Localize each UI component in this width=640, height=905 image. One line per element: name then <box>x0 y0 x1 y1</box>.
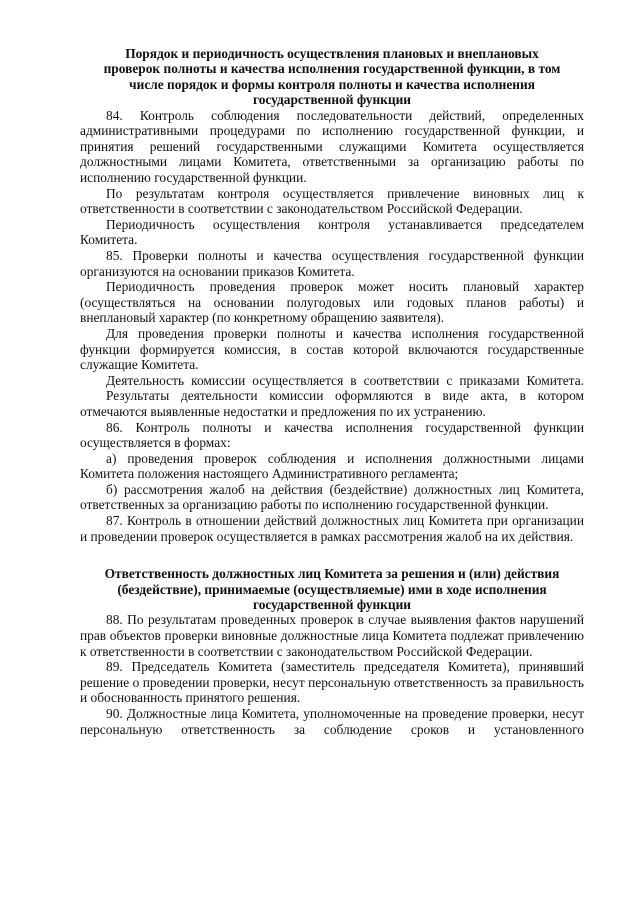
paragraph-86: 86. Контроль полноты и качества исполнения государственной функции осуществляется в формах: <box>80 419 584 451</box>
paragraph-commission: Для проведения проверки полноты и качества исполнения государственной функции формируется комиссия, в состав которой включаются государственные служащие Комитета. <box>80 325 584 373</box>
heading-line: Ответственность должностных лиц Комитета за решения и (или) действия <box>104 566 560 582</box>
paragraph-84: 84. Контроль соблюдения последовательности действий, определенных административными процедурами по исполнению государственной функции, и принятия решений государственными служащими Комитета осуществляется должностными лицами Комитета, ответственными за организацию работы по исполнению государственной функции. <box>80 107 584 185</box>
paragraph-90: 90. Должностные лица Комитета, уполномоченные на проведение проверки, несут персональную ответственность за соблюдение сроков и установленного <box>80 706 584 737</box>
section-heading-responsibility <box>86 566 578 612</box>
section-body-inspections <box>80 108 584 545</box>
section-body-responsibility <box>80 612 584 737</box>
paragraph-inspection-periodicity: Периодичность проведения проверок может носить плановый характер (осуществляться на основании полугодовых или годовых планов работы) и внеплановый характер (по конкретному обращению заявителя). <box>80 279 584 326</box>
paragraph-89: 89. Председатель Комитета (заместитель председателя Комитета), принявший решение о проведении проверки, несут персональную ответственность за правильность и обоснованность принятого решения. <box>80 659 584 706</box>
heading-line: Порядок и периодичность осуществления плановых и внеплановых <box>125 46 539 61</box>
paragraph-commission-results: Результаты деятельности комиссии оформляются в виде акта, в котором отмечаются выявленные недостатки и предложения по их устранению. <box>80 388 584 419</box>
paragraph-control-periodicity: Периодичность осуществления контроля устанавливается председателем Комитета. <box>80 216 584 248</box>
paragraph-86-b: б) рассмотрения жалоб на действия (бездействие) должностных лиц Комитета, ответственных за организацию работы по исполнению государственной функции. <box>80 481 584 513</box>
heading-line: (бездействие), принимаемые (осуществляемые) ими в ходе исполнения <box>117 581 547 597</box>
heading-line: числе порядок и формы контроля полноты и качества исполнения <box>129 76 535 92</box>
heading-line: проверок полноты и качества исполнения государственной функции, в том <box>103 61 561 77</box>
heading-line: государственной функции <box>252 597 412 613</box>
heading-line: государственной функции <box>252 92 412 108</box>
paragraph-commission-activity: Деятельность комиссии осуществляется в соответствии с приказами Комитета. <box>106 372 584 388</box>
paragraph-liability: По результатам контроля осуществляется привлечение виновных лиц к ответственности в соответствии с законодательством Российской Федерации. <box>80 185 584 217</box>
section-heading-inspections <box>86 46 578 108</box>
paragraph-86-a: а) проведения проверок соблюдения и исполнения должностными лицами Комитета положения настоящего Административного регламента; <box>80 450 584 482</box>
paragraph-87: 87. Контроль в отношении действий должностных лиц Комитета при организации и проведении проверок осуществляется в рамках рассмотрения жалоб на их действия. <box>80 513 584 544</box>
paragraph-85: 85. Проверки полноты и качества осуществления государственной функции организуются на основании приказов Комитета. <box>80 247 584 279</box>
paragraph-88: 88. По результатам проведенных проверок в случае выявления фактов нарушений прав объектов проверки виновные должностные лица Комитета подлежат привлечению к ответственности в соответствии с законодательством Российской Федерации. <box>80 612 584 659</box>
